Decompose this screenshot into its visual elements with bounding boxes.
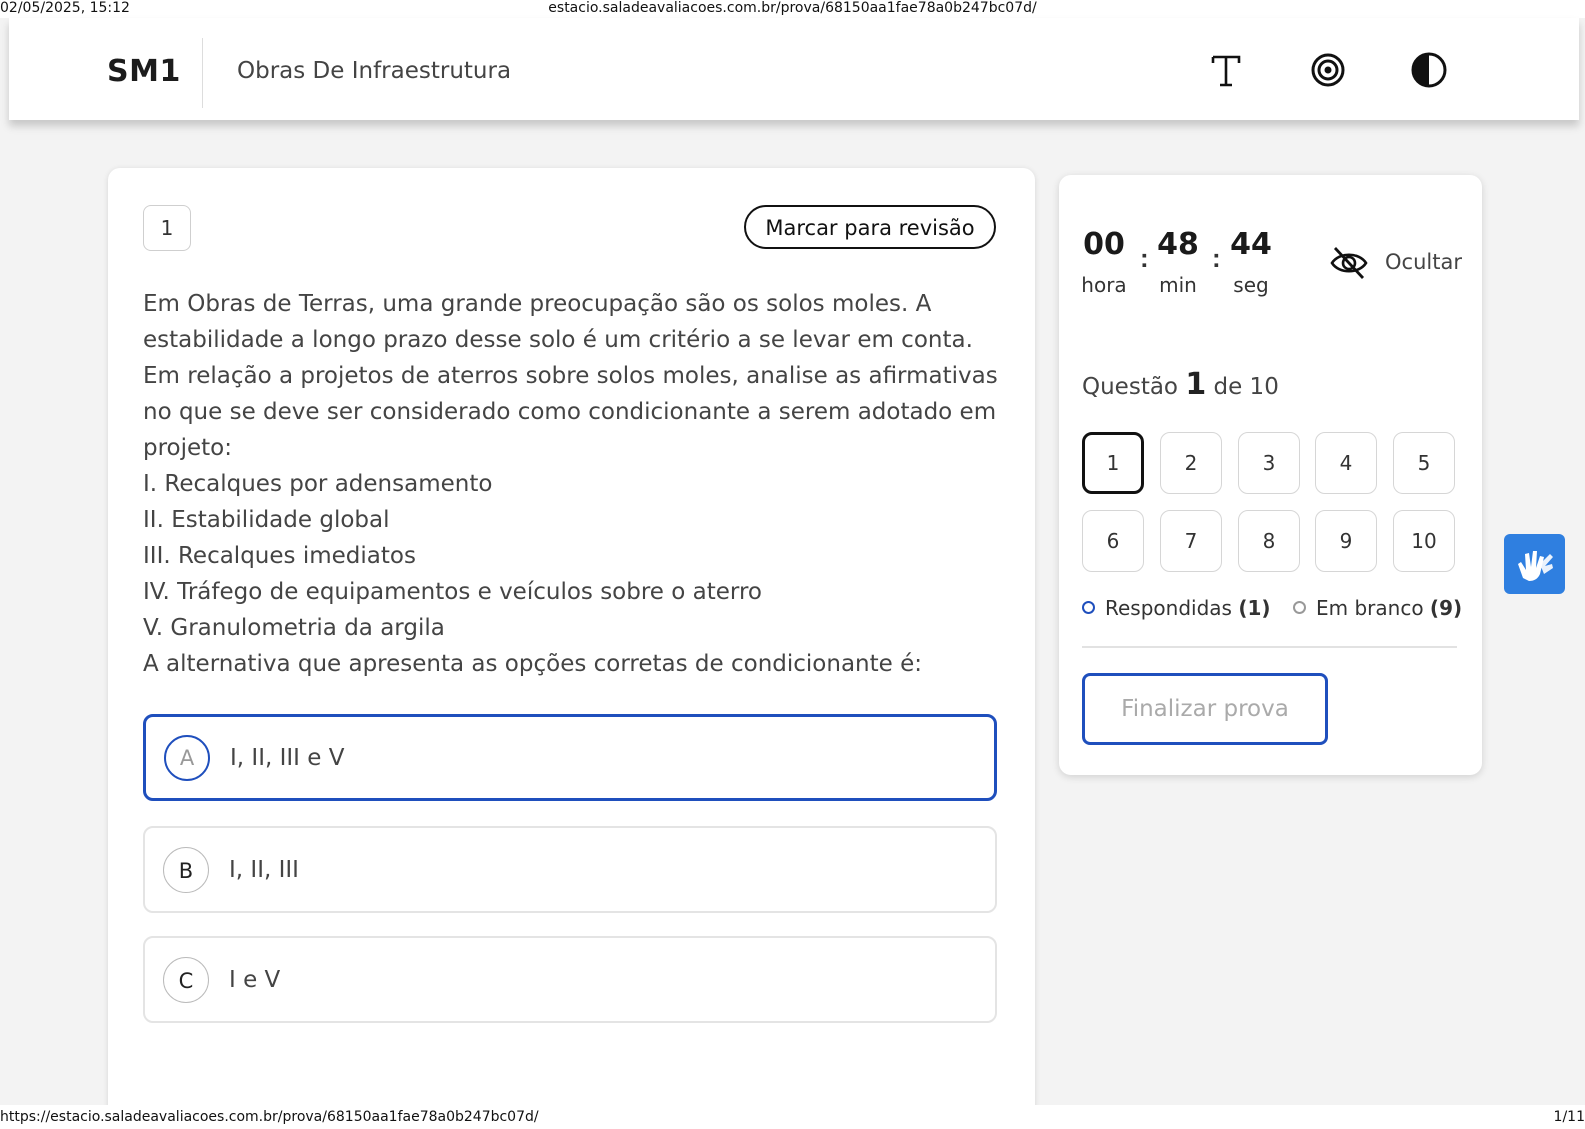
statement-item: I. Recalques por adensamento [143,471,493,497]
print-title: estacio.saladeavaliacoes.com.br/prova/68150aa1fae78a0b247bc07d/ [548,0,1037,16]
hide-timer-button[interactable]: Ocultar [1385,250,1462,274]
header-divider [202,38,203,108]
timer-hours: 00 [1083,227,1125,262]
question-nav-button[interactable]: 4 [1315,432,1377,494]
question-counter-suffix: de 10 [1213,374,1279,400]
question-nav-button[interactable]: 10 [1393,510,1455,572]
question-nav-button[interactable]: 2 [1160,432,1222,494]
question-nav-button[interactable]: 5 [1393,432,1455,494]
timer-seconds: 44 [1230,227,1272,262]
question-counter-prefix: Questão [1082,374,1178,400]
question-nav-button[interactable]: 1 [1082,432,1144,494]
blank-dot-icon [1293,601,1306,614]
option-text: I e V [229,966,281,993]
timer-minutes: 48 [1157,227,1199,262]
print-header [0,0,1585,18]
statement-item: III. Recalques imediatos [143,543,416,569]
answered-legend [1082,596,1271,620]
timer-minutes-label: min [1159,273,1197,297]
option-letter: C [163,957,209,1003]
answered-count: (1) [1238,596,1271,620]
option-b[interactable] [143,826,997,913]
option-text: I, II, III [229,856,299,883]
option-letter: B [163,847,209,893]
sign-language-button[interactable] [1504,534,1565,594]
print-page-number: 1/11 [1553,1109,1585,1125]
question-nav-button[interactable]: 8 [1238,510,1300,572]
option-a[interactable] [143,714,997,801]
statement-item: II. Estabilidade global [143,507,390,533]
timer-hours-label: hora [1081,273,1127,297]
option-text: I, II, III e V [230,744,345,771]
question-number: 1 [143,205,191,251]
question-nav-button[interactable]: 9 [1315,510,1377,572]
mark-review-button[interactable]: Marcar para revisão [744,205,996,249]
top-bar [9,18,1579,120]
sidebar-divider [1082,646,1457,648]
question-counter-current: 1 [1185,367,1207,402]
question-counter [1082,367,1279,402]
option-c[interactable] [143,936,997,1023]
course-title: Obras De Infraestrutura [237,58,512,84]
eye-off-icon[interactable] [1329,243,1369,283]
exam-sidebar [1059,175,1482,775]
finish-exam-button[interactable]: Finalizar prova [1082,673,1328,745]
question-text [143,286,1003,682]
question-nav-button[interactable]: 6 [1082,510,1144,572]
sign-language-hands-icon [1504,534,1565,594]
contrast-icon[interactable] [1407,48,1451,92]
blank-label: Em branco [1316,596,1424,620]
blank-count: (9) [1429,596,1463,620]
question-prompt: A alternativa que apresenta as opções corretas de condicionante é: [143,651,922,677]
print-date: 02/05/2025, 15:12 [0,0,130,16]
brand-logo: SM1 [107,54,181,89]
question-statement: Em Obras de Terras, uma grande preocupação são os solos moles. A estabilidade a longo prazo desse solo é um critério a se levar em conta. Em relação a projetos de aterros sobre solos moles, analise as afirmativas no que se deve ser considerado como condicionante a serem adotado em projeto: [143,291,998,461]
statement-item: IV. Tráfego de equipamentos e veículos sobre o aterro [143,579,762,605]
question-nav-button[interactable]: 7 [1160,510,1222,572]
question-nav-button[interactable]: 3 [1238,432,1300,494]
timer-seconds-label: seg [1233,273,1269,297]
print-url: https://estacio.saladeavaliacoes.com.br/prova/68150aa1fae78a0b247bc07d/ [0,1109,539,1125]
timer-separator: : [1140,243,1149,273]
option-letter: A [164,735,210,781]
answered-label: Respondidas [1105,596,1232,620]
blank-legend [1293,596,1462,620]
target-icon[interactable] [1306,48,1350,92]
statement-item: V. Granulometria da argila [143,615,445,641]
font-size-icon[interactable] [1204,48,1248,92]
timer-separator: : [1212,243,1221,273]
question-card [108,168,1035,1129]
print-footer [0,1105,1585,1129]
answered-dot-icon [1082,601,1095,614]
